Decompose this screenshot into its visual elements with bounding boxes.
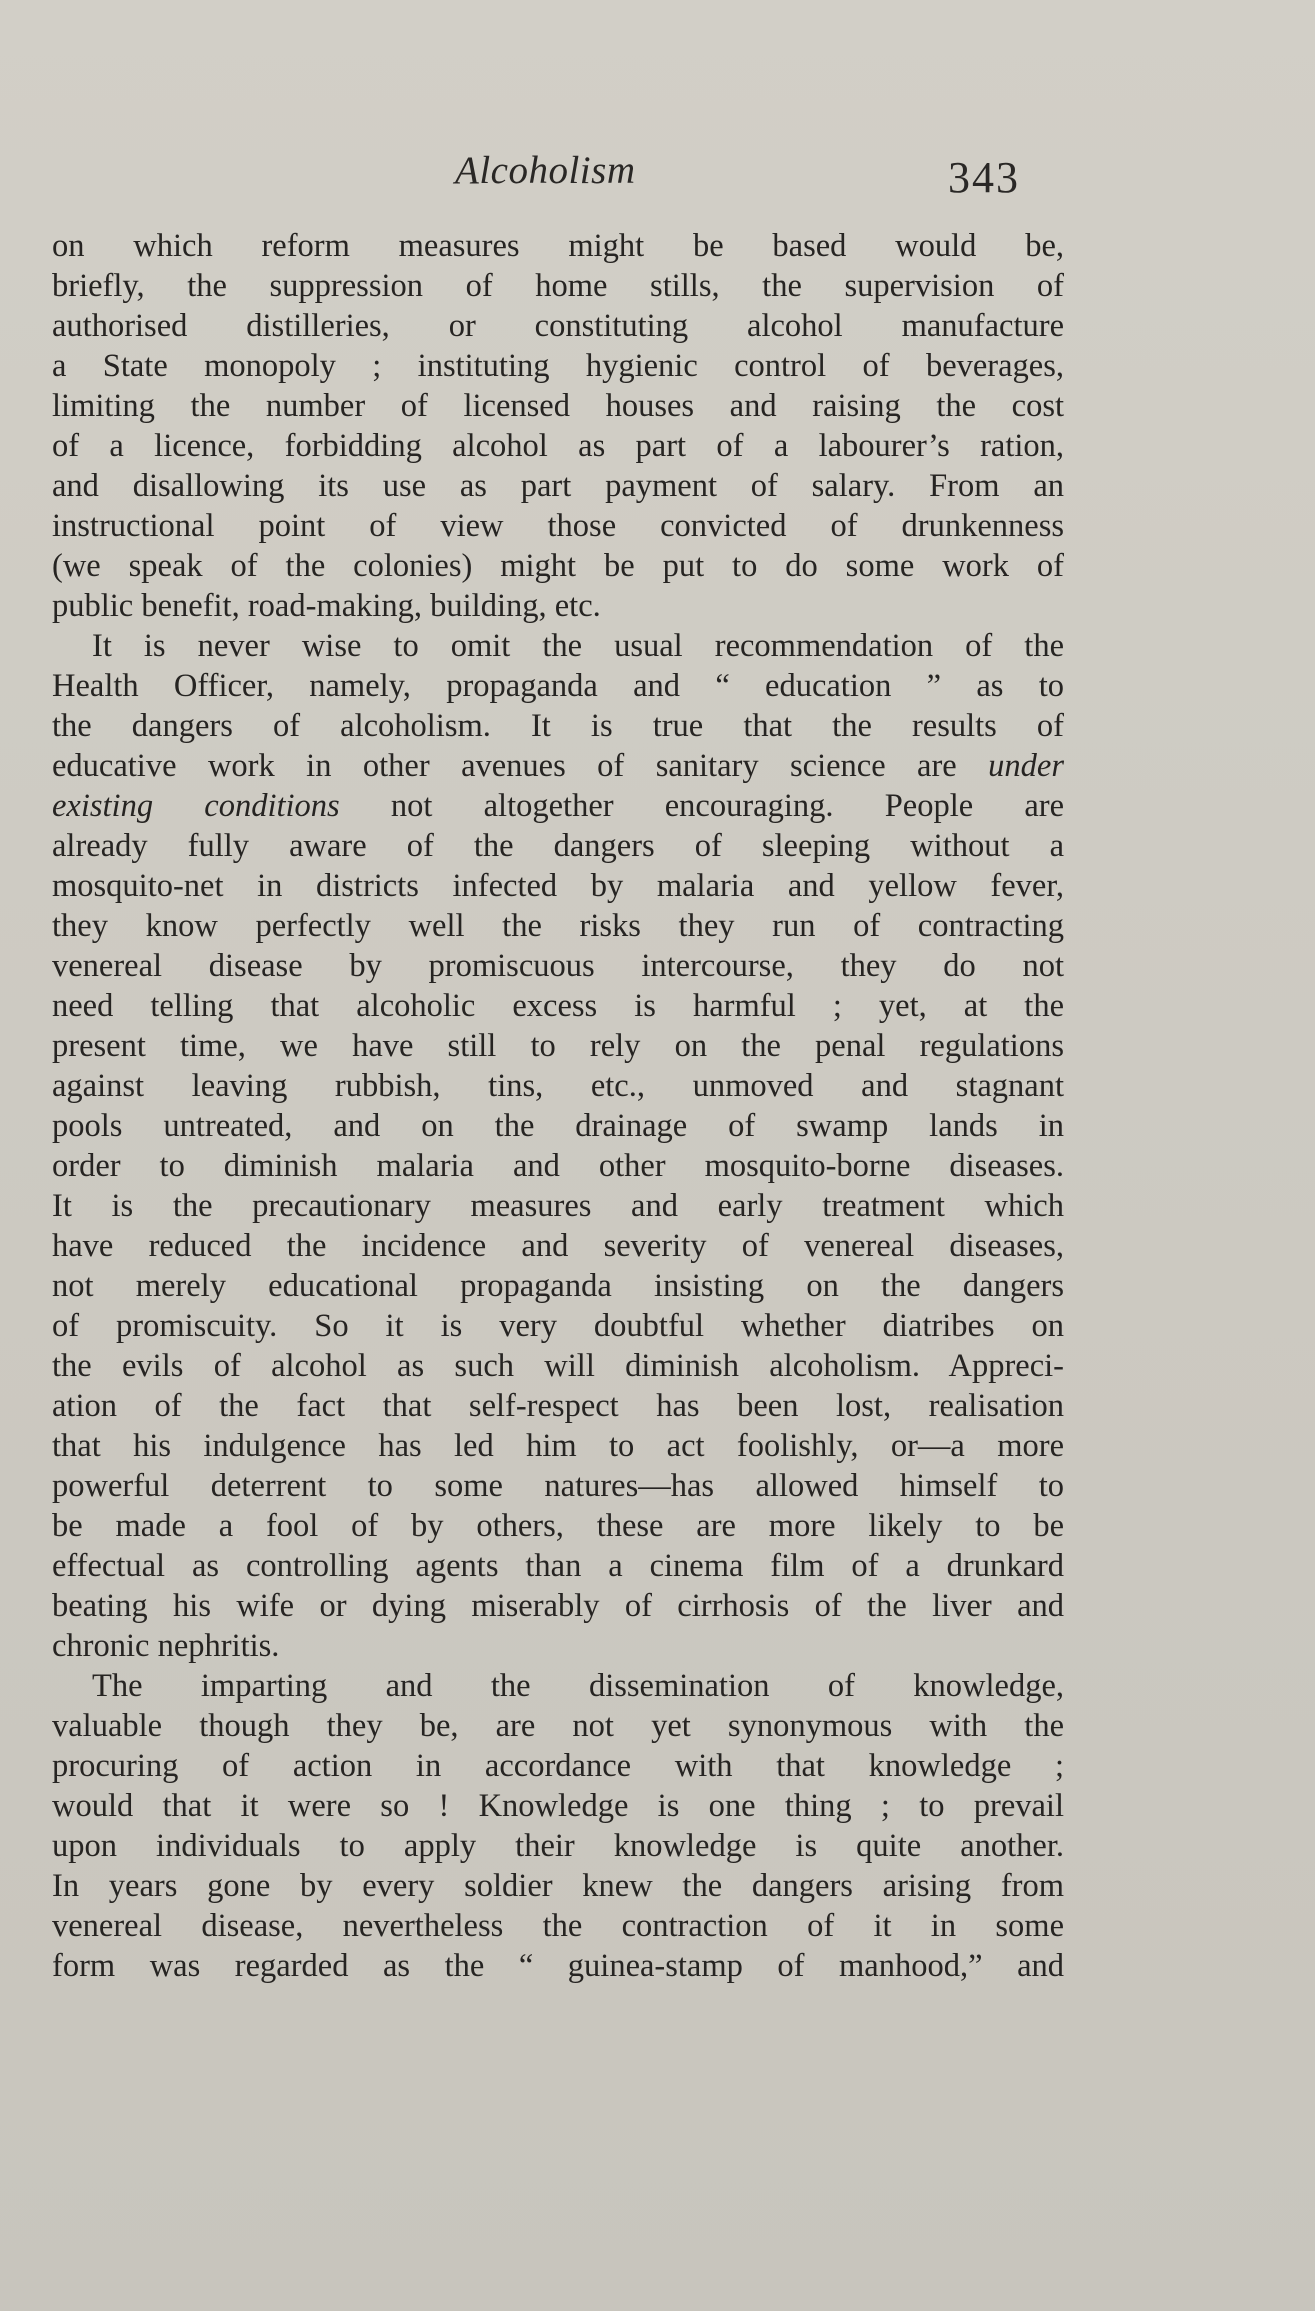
italic-segment: under <box>988 748 1064 784</box>
text-line: powerful deterrent to some natures—has allowed himself to <box>52 1468 1064 1504</box>
text-line: the dangers of alcoholism. It is true that the results of <box>52 708 1064 744</box>
text-line: It is never wise to omit the usual recommendation of the <box>92 628 1064 664</box>
text-line: against leaving rubbish, tins, etc., unmoved and stagnant <box>52 1068 1064 1104</box>
text-line: and disallowing its use as part payment of salary. From an <box>52 468 1064 504</box>
text-line: chronic nephritis. <box>52 1628 280 1664</box>
paragraph-1 <box>52 226 1064 626</box>
text-line: they know perfectly well the risks they run of contracting <box>52 908 1064 944</box>
body-text <box>52 226 1064 1986</box>
text-line: a State monopoly ; instituting hygienic control of beverages, <box>52 348 1064 384</box>
paragraph-2 <box>52 626 1064 1666</box>
text-line: In years gone by every soldier knew the dangers arising from <box>52 1868 1064 1904</box>
text-line: briefly, the suppression of home stills, the supervision of <box>52 268 1064 304</box>
page-header <box>0 148 1315 208</box>
text-segment: not altogether encouraging. People are <box>390 788 1064 824</box>
text-line: (we speak of the colonies) might be put to do some work of <box>52 548 1064 584</box>
text-line: the evils of alcohol as such will diminish alcoholism. Appreci- <box>52 1348 1064 1384</box>
text-line: on which reform measures might be based would be, <box>52 228 1064 264</box>
italic-segment: existing conditions <box>52 788 340 824</box>
text-line: ation of the fact that self-respect has been lost, realisation <box>52 1388 1064 1424</box>
text-line: of a licence, forbidding alcohol as part of a labourer’s ration, <box>52 428 1064 464</box>
text-segment: educative work in other avenues of sanitary science are <box>52 748 957 784</box>
running-title: Alcoholism <box>455 149 636 192</box>
text-line: pools untreated, and on the drainage of swamp lands in <box>52 1108 1064 1144</box>
text-line: present time, we have still to rely on the penal regulations <box>52 1028 1064 1064</box>
text-line: instructional point of view those convicted of drunkenness <box>52 508 1064 544</box>
page-number: 343 <box>948 153 1020 202</box>
text-line-mixed <box>52 786 1064 826</box>
text-line: be made a fool of by others, these are more likely to be <box>52 1508 1064 1544</box>
text-line: need telling that alcoholic excess is harmful ; yet, at the <box>52 988 1064 1024</box>
text-line: venereal disease, nevertheless the contraction of it in some <box>52 1908 1064 1944</box>
text-line: It is the precautionary measures and early treatment which <box>52 1188 1064 1224</box>
text-line: Health Officer, namely, propaganda and “ education ” as to <box>52 668 1064 704</box>
text-line: have reduced the incidence and severity of venereal diseases, <box>52 1228 1064 1264</box>
text-line: venereal disease by promiscuous intercourse, they do not <box>52 948 1064 984</box>
text-line: effectual as controlling agents than a cinema film of a drunkard <box>52 1548 1064 1584</box>
text-line: procuring of action in accordance with that knowledge ; <box>52 1748 1064 1784</box>
text-line: would that it were so ! Knowledge is one thing ; to prevail <box>52 1788 1064 1824</box>
text-line: form was regarded as the “ guinea-stamp of manhood,” and <box>52 1948 1064 1984</box>
text-line: upon individuals to apply their knowledge is quite another. <box>52 1828 1064 1864</box>
text-line: valuable though they be, are not yet synonymous with the <box>52 1708 1064 1744</box>
text-line: limiting the number of licensed houses and raising the cost <box>52 388 1064 424</box>
text-line: that his indulgence has led him to act foolishly, or—a more <box>52 1428 1064 1464</box>
paragraph-3 <box>52 1666 1064 1986</box>
text-line: beating his wife or dying miserably of cirrhosis of the liver and <box>52 1588 1064 1624</box>
text-line: The imparting and the dissemination of knowledge, <box>92 1668 1064 1704</box>
text-line-mixed <box>52 746 1064 786</box>
text-line: order to diminish malaria and other mosquito-borne diseases. <box>52 1148 1064 1184</box>
text-line: public benefit, road-making, building, etc. <box>52 588 601 624</box>
text-line: already fully aware of the dangers of sleeping without a <box>52 828 1064 864</box>
text-line: not merely educational propaganda insisting on the dangers <box>52 1268 1064 1304</box>
text-line: mosquito-net in districts infected by malaria and yellow fever, <box>52 868 1064 904</box>
text-line: authorised distilleries, or constituting alcohol manufacture <box>52 308 1064 344</box>
text-line: of promiscuity. So it is very doubtful whether diatribes on <box>52 1308 1064 1344</box>
